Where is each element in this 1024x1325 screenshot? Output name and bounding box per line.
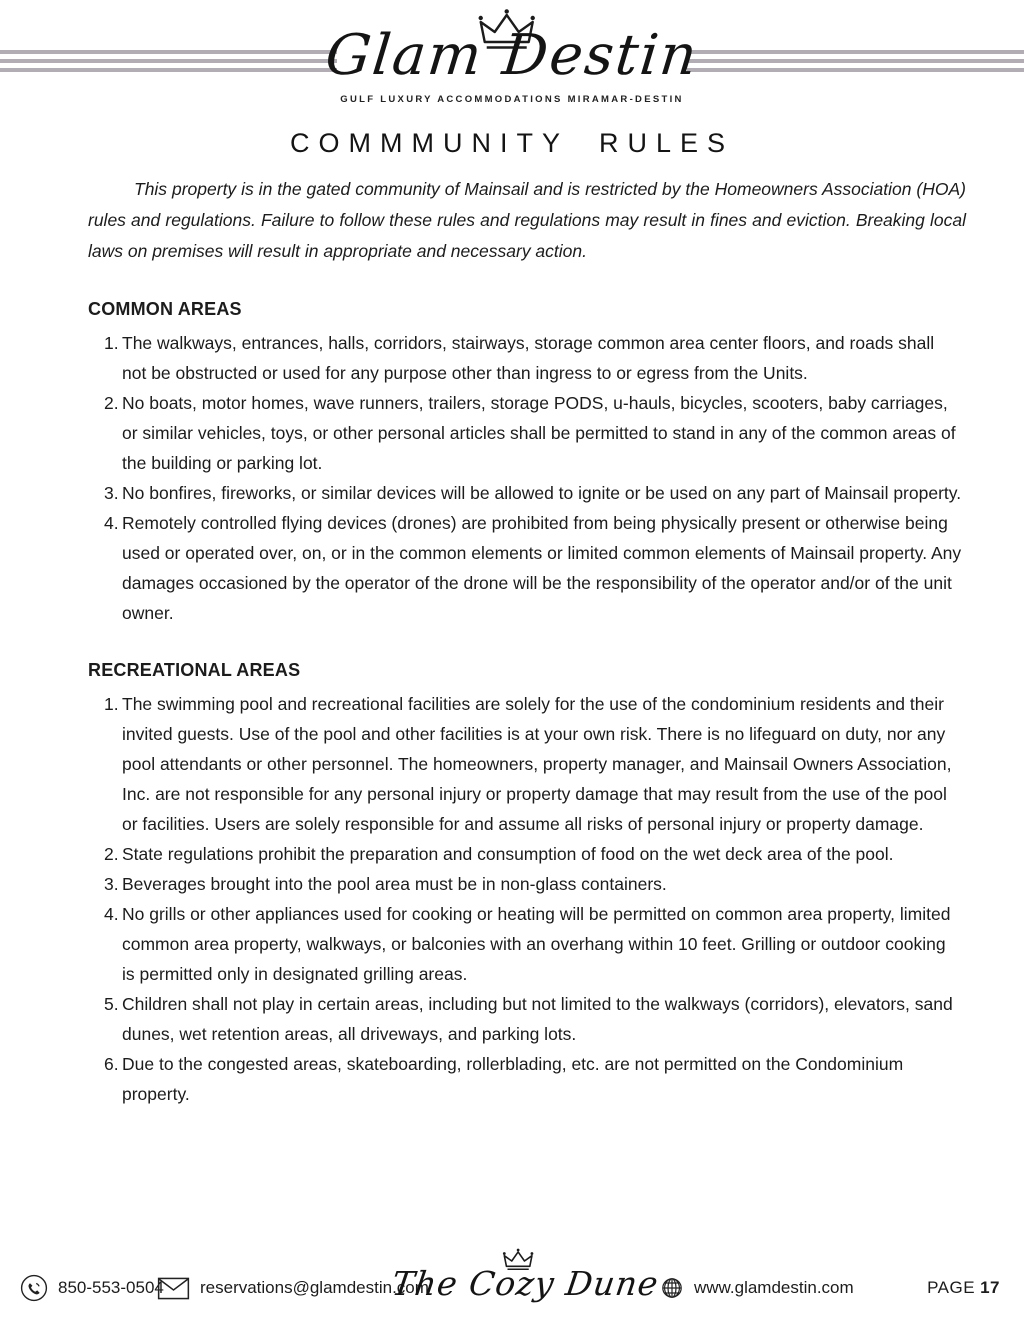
footer-phone [20, 1266, 164, 1310]
list-item-number: 1. [104, 694, 119, 714]
decorative-rules-right [687, 50, 1024, 77]
list-item-number: 4. [104, 904, 119, 924]
list-item-text: The walkways, entrances, halls, corridors, stairways, storage common area center floors, and roads shall not be obstructed or used for any purpose other than ingress to or egress from the Units. [122, 333, 935, 383]
decorative-rules-left [0, 50, 337, 77]
footer-email [157, 1266, 429, 1310]
list-item-text: Due to the congested areas, skateboarding, rollerblading, etc. are not permitted on the Condominium property. [122, 1054, 904, 1104]
section-common-areas [88, 294, 962, 628]
list-item-text: No boats, motor homes, wave runners, trailers, storage PODS, u-hauls, bicycles, scooters, baby carriages, or similar vehicles, toys, or other personal articles shall be permitted to stand in any of the common areas of the building or parking lot. [122, 393, 956, 473]
list-item-text: No bonfires, fireworks, or similar devices will be allowed to ignite or be used on any part of Mainsail property. [122, 483, 962, 503]
footer-website [660, 1266, 854, 1310]
page-title: COMMMUNITY RULES [289, 128, 735, 158]
brand-tagline: GULF LUXURY ACCOMMODATIONS MIRAMAR-DESTIN [340, 94, 684, 105]
list-item-text: Children shall not play in certain areas, including but not limited to the walkways (corridors), elevators, sand dunes, wet retention areas, all driveways, and parking lots. [122, 994, 953, 1044]
globe-icon [660, 1276, 684, 1300]
list-item-number: 4. [104, 513, 119, 533]
rules-content [88, 294, 962, 1109]
list-item [88, 478, 962, 508]
list-item-number: 3. [104, 874, 119, 894]
list-item-number: 2. [104, 393, 119, 413]
section-heading: COMMON AREAS [88, 299, 242, 319]
list-item [88, 1049, 962, 1109]
list-item-number: 3. [104, 483, 119, 503]
list-item-text: No grills or other appliances used for cooking or heating will be permitted on common area property, limited common area property, walkways, or balconies with an overhang within 10 feet. Grilling or outdoor cooking is permitted only in designated grilling areas. [122, 904, 951, 984]
list-item [88, 508, 962, 628]
footer-script-text: The Cozy Dune [389, 1264, 662, 1303]
brand-logo-text: Glam Destin [322, 23, 702, 88]
list-item [88, 328, 962, 388]
list-item-number: 1. [104, 333, 119, 353]
intro-paragraph: This property is in the gated community of Mainsail and is restricted by the Homeowners Association (HOA) rules and regulations. Failure to follow these rules and regulations may result in fines and eviction. Breaking local laws on premises will result in appropriate and necessary action. [88, 179, 966, 261]
brand-logo [302, 4, 722, 105]
email-icon [157, 1277, 190, 1300]
list-item-text: Beverages brought into the pool area must be in non-glass containers. [122, 874, 667, 894]
list-item [88, 839, 962, 869]
page-label: PAGE [927, 1278, 976, 1297]
phone-number[interactable]: 850-553-0504 [58, 1278, 164, 1297]
section-recreational-areas [88, 655, 962, 1109]
list-item-text: State regulations prohibit the preparation and consumption of food on the wet deck area of the pool. [122, 844, 894, 864]
list-item-number: 6. [104, 1054, 119, 1074]
email-address[interactable]: reservations@glamdestin.com [200, 1278, 429, 1297]
section-heading: RECREATIONAL AREAS [88, 660, 301, 680]
list-item-number: 5. [104, 994, 119, 1014]
footer-script-logo [389, 1252, 662, 1316]
website-url[interactable]: www.glamdestin.com [694, 1278, 854, 1297]
page-footer [0, 1258, 1024, 1318]
list-item-number: 2. [104, 844, 119, 864]
list-item [88, 689, 962, 839]
list-item [88, 869, 962, 899]
list-item [88, 989, 962, 1049]
page-indicator [927, 1266, 1000, 1310]
page-number: 17 [980, 1278, 1000, 1297]
list-item [88, 899, 962, 989]
list-item-text: The swimming pool and recreational facilities are solely for the use of the condominium residents and their invited guests. Use of the pool and other facilities is at your own risk. There is no lifeguard on duty, nor any pool attendants or other personnel. The homeowners, property manager, and Mainsail Owners Association, Inc. are not responsible for any personal injury or property damage that may result from the use of the pool or facilities. Users are solely responsible for and assume all risks of personal injury or property damage. [122, 694, 952, 834]
list-item-text: Remotely controlled flying devices (drones) are prohibited from being physically present or otherwise being used or operated over, on, or in the common elements or limited common elements of Mainsail property. Any damages occasioned by the operator of the drone will be the responsibility of the operator and/or of the unit owner. [122, 513, 962, 623]
list-item [88, 388, 962, 478]
phone-icon [20, 1274, 48, 1302]
